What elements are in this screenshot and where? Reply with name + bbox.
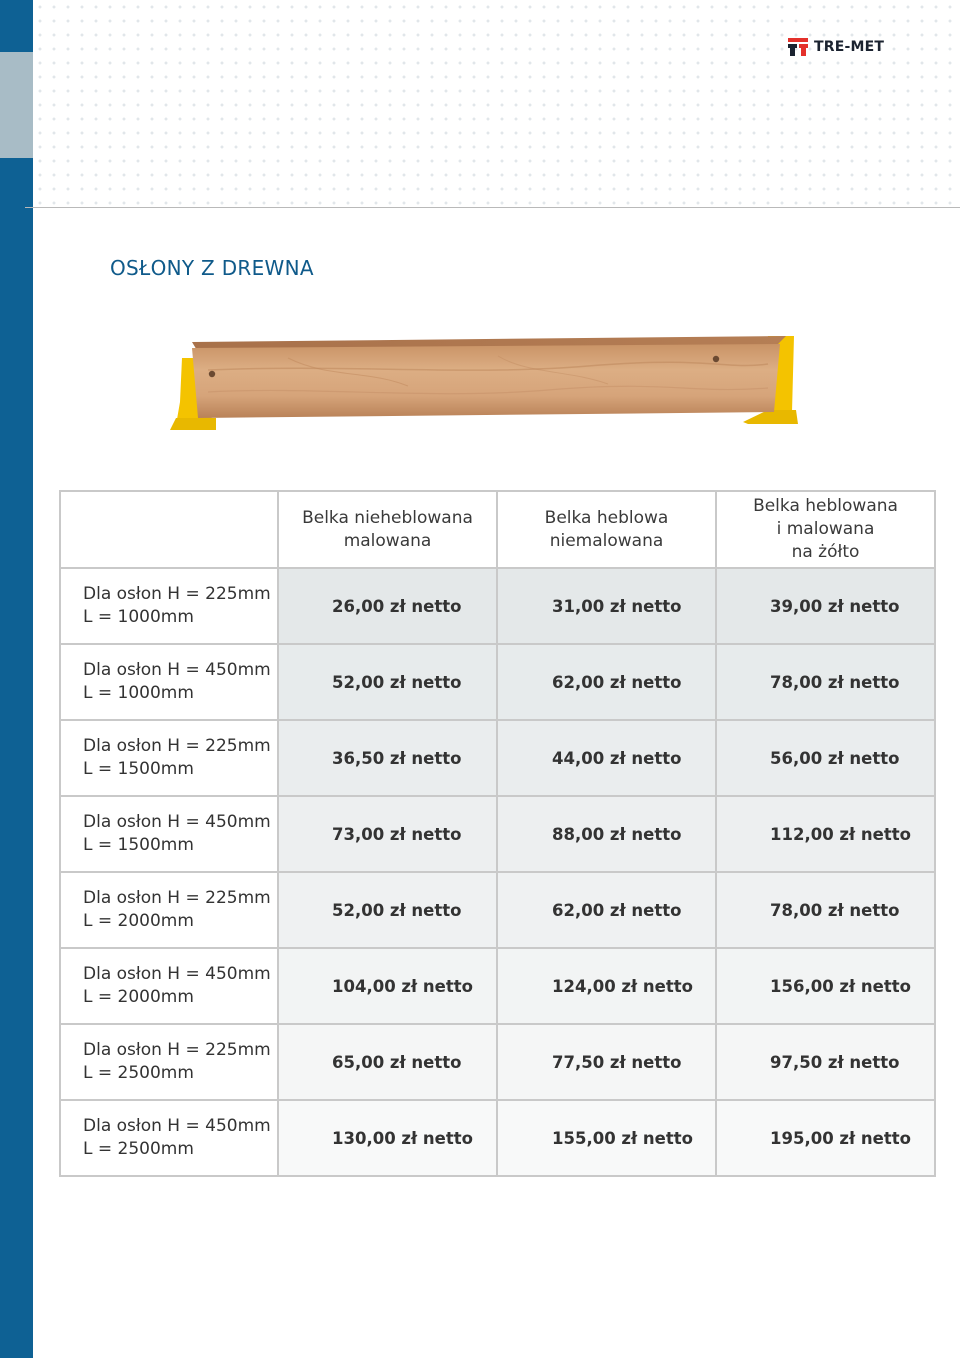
price-cell: 73,00 zł netto	[278, 796, 497, 872]
price-cell: 39,00 zł netto	[716, 568, 935, 644]
table-row	[60, 720, 935, 796]
row-label: Dla osłon H = 450mm L = 2500mm	[60, 1100, 278, 1176]
price-cell: 36,50 zł netto	[278, 720, 497, 796]
row-label: Dla osłon H = 450mm L = 2000mm	[60, 948, 278, 1024]
table-row	[60, 796, 935, 872]
row-label: Dla osłon H = 225mm L = 1000mm	[60, 568, 278, 644]
header-empty-cell	[60, 491, 278, 568]
page-title: OSŁONY Z DREWNA	[110, 256, 314, 280]
price-cell: 130,00 zł netto	[278, 1100, 497, 1176]
price-cell: 62,00 zł netto	[497, 644, 716, 720]
price-cell: 97,50 zł netto	[716, 1024, 935, 1100]
price-cell: 56,00 zł netto	[716, 720, 935, 796]
price-cell: 52,00 zł netto	[278, 872, 497, 948]
price-cell: 52,00 zł netto	[278, 644, 497, 720]
table-header-row	[60, 491, 935, 568]
price-cell: 26,00 zł netto	[278, 568, 497, 644]
price-cell: 88,00 zł netto	[497, 796, 716, 872]
price-cell: 62,00 zł netto	[497, 872, 716, 948]
logo-text: TRE-MET	[814, 39, 885, 55]
header-col-2: Belka heblowa niemalowana	[497, 491, 716, 568]
price-cell: 112,00 zł netto	[716, 796, 935, 872]
price-cell: 44,00 zł netto	[497, 720, 716, 796]
header-divider	[25, 207, 960, 208]
header-col-1: Belka nieheblowana malowana	[278, 491, 497, 568]
table-row	[60, 1024, 935, 1100]
price-cell: 124,00 zł netto	[497, 948, 716, 1024]
header-col-3: Belka heblowana i malowana na żółto	[716, 491, 935, 568]
wooden-beam-guard-image	[168, 330, 800, 434]
table-row	[60, 644, 935, 720]
table-row	[60, 1100, 935, 1176]
price-cell: 155,00 zł netto	[497, 1100, 716, 1176]
table-row	[60, 568, 935, 644]
price-cell: 31,00 zł netto	[497, 568, 716, 644]
row-label: Dla osłon H = 225mm L = 2000mm	[60, 872, 278, 948]
row-label: Dla osłon H = 225mm L = 1500mm	[60, 720, 278, 796]
left-accent-stripe	[0, 0, 33, 1358]
table-row	[60, 872, 935, 948]
header-dot-pattern	[33, 0, 960, 207]
price-cell: 195,00 zł netto	[716, 1100, 935, 1176]
row-label: Dla osłon H = 450mm L = 1000mm	[60, 644, 278, 720]
price-cell: 104,00 zł netto	[278, 948, 497, 1024]
price-table	[59, 490, 936, 1177]
row-label: Dla osłon H = 225mm L = 2500mm	[60, 1024, 278, 1100]
price-cell: 65,00 zł netto	[278, 1024, 497, 1100]
price-cell: 156,00 zł netto	[716, 948, 935, 1024]
price-cell: 77,50 zł netto	[497, 1024, 716, 1100]
row-label: Dla osłon H = 450mm L = 1500mm	[60, 796, 278, 872]
table-row	[60, 948, 935, 1024]
price-cell: 78,00 zł netto	[716, 872, 935, 948]
brand-logo	[788, 38, 884, 56]
price-cell: 78,00 zł netto	[716, 644, 935, 720]
tremet-logo-icon	[788, 38, 808, 56]
